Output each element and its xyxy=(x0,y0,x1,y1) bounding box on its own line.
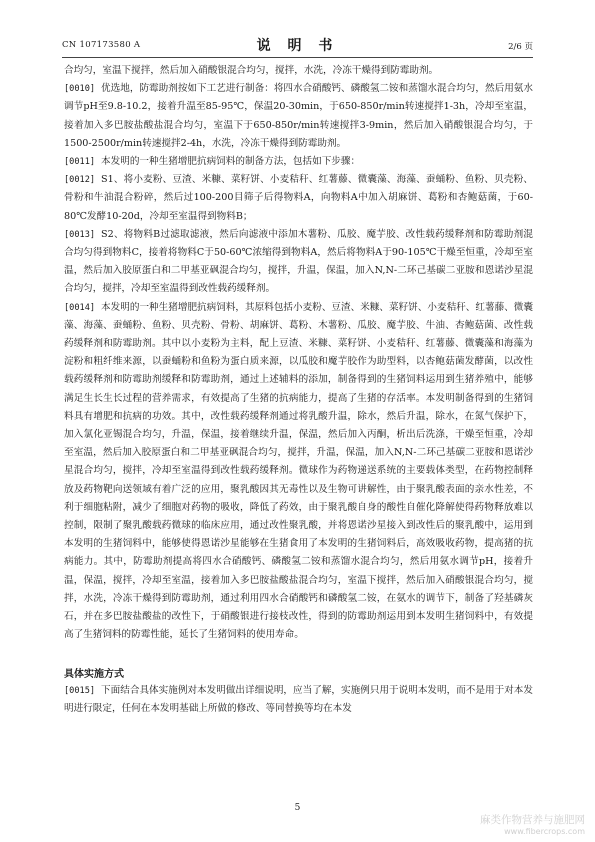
section-heading: 具体实施方式 xyxy=(64,668,124,680)
paragraph-number: [0013] xyxy=(64,229,96,240)
site-watermark xyxy=(480,812,585,836)
paragraph-continued: 合均匀，室温下搅拌，然后加入硝酸银混合均匀，搅拌，水洗，冷冻干燥得到防霉助剂。 xyxy=(64,65,439,76)
document-title: 说 明 书 xyxy=(256,38,339,54)
paragraph-0014: [0014] 本发明的一种生猪增肥抗病饲料，其原料包括小麦粉、豆渣、米糠、菜籽饼、小麦秸秆、红薯藤、微囊藻、海藻、蚕蛹粉、鱼粉、贝壳粉、骨粉、胡麻饼、葛粉、木薯粉、瓜胶、魔芋胶、牛油、杏鲍菇菌、改性载药缓释剂和防霉助剂。其中以小麦粉为主料，配上豆渣、米糠、菜籽饼、小麦秸秆、红薯藤、微囊藻和海藻为淀粉和粗纤维来源，以蚕蛹粉和鱼粉为蛋白质来源，以瓜胶和魔芋胶作为助型料，以杏鲍菇菌发酵菌，以改性载药缓释剂和防霉助剂缓释和防霉助剂，通过上述辅料的添加，制备得到的生猪饲料运用到生猪养殖中，能够满足生长生长过程的营养需求，有效提高了生猪的抗病能力，提高了生猪的存活率。本发明制备得到的生猪饲料具有增肥和抗病的功效。其中，改性载药缓释剂通过将乳酸升温，除水，然后升温，除水，在氮气保护下，加入氯化亚锡混合均匀，升温，保温，接着继续升温，保温，然后加入丙酮，析出后洗涤，干燥至恒重，冷却至室温，然后加入胶原蛋白和二甲基亚砜混合均匀，搅拌，升温，保温，加入N,N-二环己基碳二亚胺和恩诺沙星混合均匀，搅拌，冷却至室温得到改性载药缓释剂。微球作为药物递送系统的主要载体类型，在药物控制释放及药物靶向送领域有着广泛的应用，聚乳酸因其无毒性以及生物可讲解性，由于聚乳酸表面的亲水性差，不利于细胞粘附，减少了细胞对药物的吸收，降低了药效，由于聚乳酸自身的酸性自催化降解使得药物释放难以控制，限制了聚乳酸载药微球的临床应用，通过改性聚乳酸，并将恩诺沙星接入到改性后的聚乳酸中，运用到本发明的生猪饲料中，能够使得恩诺沙星能够在生猪食用了本发明的生猪饲料后，高效吸收药物，提高猪的抗病能力。其中，防霉助剂提高将四水合硝酸钙、磷酸氢二铵和蒸馏水混合均匀，然后用氨水调节pH，接着升温，保温，搅拌，冷却至室温，接着加入多巴胺盐酸盐混合均匀，室温下搅拌，然后加入硝酸银混合均匀，搅拌，水洗，冷冻干燥得到防霉助剂，通过利用四水合硝酸钙和磷酸氢二铵，在氨水的调节下，制备了羟基磷灰石，并在多巴胺盐酸盐的改性下，于硝酸银进行接枝改性，得到的防霉助剂运用到本发明生猪饲料中，有效提高了生猪饲料的防霉性能，延长了生猪饲料的使用寿命。 xyxy=(64,301,533,641)
paragraph-0010: [0010] 优选地，防霉助剂按如下工艺进行制备：将四水合硝酸钙、磷酸氢二铵和蒸馏水混合均匀，然后用氨水调节pH至9.8-10.2，接着升温至85-95℃，保温20-30min，于650-850r/min转速搅拌1-3h，冷却至室温，接着加入多巴胺盐酸盐混合均匀，室温下于650-850r/min转速搅拌3-9min，然后加入硝酸银混合均匀，于1500-2500r/min转速搅拌2-4h，水洗，冷冻干燥得到防霉助剂。 xyxy=(64,83,533,149)
paragraph-0015: [0015] 下面结合具体实施例对本发明做出详细说明，应当了解，实施例只用于说明本发明，而不是用于对本发明进行限定，任何在本发明基础上所做的修改、等同替换等均在本发 xyxy=(64,684,533,714)
patent-number: CN 107173580 A xyxy=(62,40,141,50)
paragraph-0013: [0013] S2、将物料B过滤取滤液，然后向滤液中添加木薯粉、瓜胶、魔芋胶、改性载药缓释剂和防霉助剂混合均匀得到物料C，接着将物料C于50-60℃浓缩得到物料A，然后将物料A于90-105℃干燥至恒重，冷却至室温，然后加入胶原蛋白和二甲基亚砜混合均匀，搅拌，升温，保温，加入N,N-二环己基碳二亚胺和恩诺沙星混合均匀，搅拌，冷却至室温得到改性载药缓释剂。 xyxy=(64,228,533,295)
page-number: 5 xyxy=(294,803,301,813)
paragraph-number: [0012] xyxy=(64,175,96,186)
paragraph-number: [0015] xyxy=(64,685,96,696)
page-indicator: 2/6 页 xyxy=(508,42,533,52)
watermark-title: 麻类作物营养与施肥网 xyxy=(480,814,585,826)
watermark-url: www.fibercrops.com xyxy=(504,827,585,836)
paragraph-number: [0010] xyxy=(64,84,96,95)
page-header xyxy=(62,34,533,56)
paragraph-0011: [0011] 本发明的一种生猪增肥抗病饲料的制备方法，包括如下步骤： xyxy=(64,156,361,168)
document-body xyxy=(64,62,533,718)
paragraph-number: [0014] xyxy=(64,302,96,313)
paragraph-0012: [0012] S1、将小麦粉、豆渣、米糠、菜籽饼、小麦秸秆、红薯藤、微囊藻、海藻、蚕蛹粉、鱼粉、贝壳粉、骨粉和牛油混合粉碎，然后过100-200目筛子后得物料A，向物料A中加入胡麻饼、葛粉和杏鲍菇菌，于60-80℃发酵10-20d，冷却至室温得到物料B； xyxy=(64,174,533,222)
paragraph-number: [0011] xyxy=(64,157,96,168)
header-divider xyxy=(62,57,533,58)
